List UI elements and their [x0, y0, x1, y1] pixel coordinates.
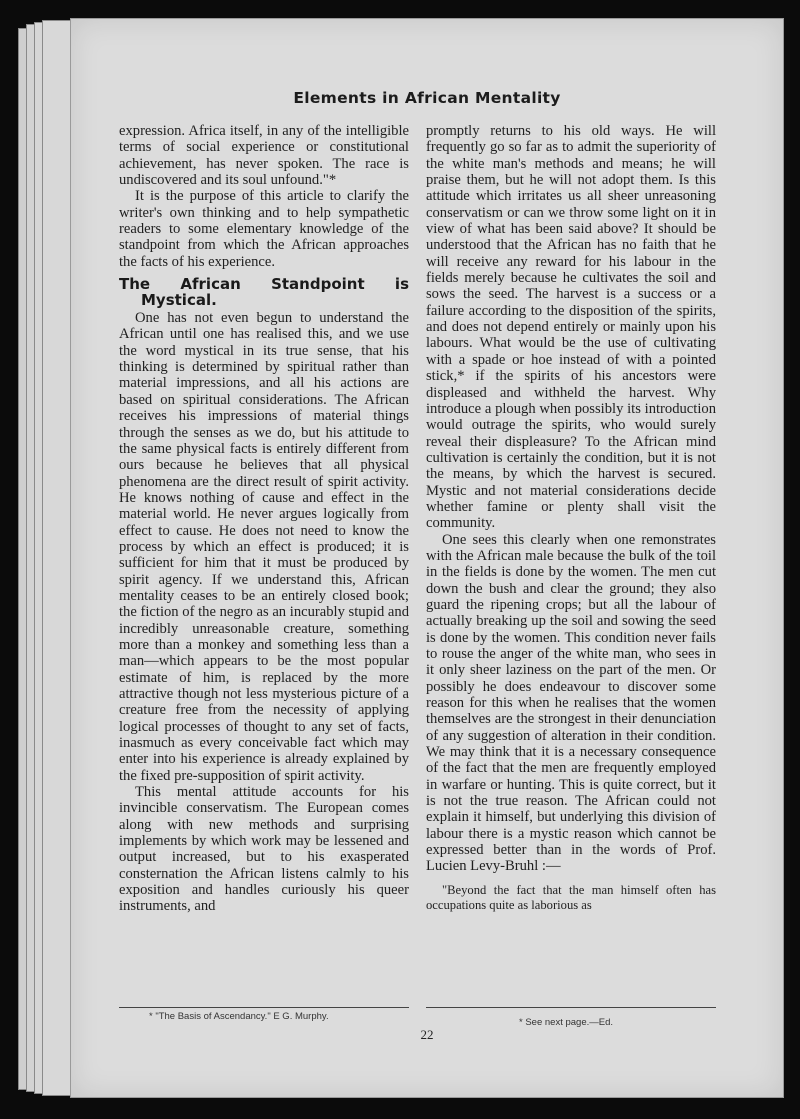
page-number: 22 — [420, 1027, 434, 1042]
page-title: Elements in African Mentality — [293, 89, 561, 107]
paragraph: It is the purpose of this article to clarify the writer's own thinking and to help sympathetic readers to some elementary knowledge of the standpoint from which the African approaches the facts of his experience. — [119, 188, 409, 270]
section-heading: The African Standpoint is Mystical. — [119, 275, 409, 310]
paragraph: promptly returns to his old ways. He will frequently go so far as to admit the superiority of the white man's methods and means; he will praise them, but he will not adopt them. Is this attitude which irritates us all sheer unreasoning conservatism or can we throw some light on it in view of what has been said above? It should be understood that the African has no faith that he will receive any reward for his labour in the fields merely because he cultivates the soil and sows the seed. The harvest is a success or a failure according to the disposition of the spirits, and does not depend entirely or mainly upon his labours. What would be the use of cultivating with a spade or hoe instead of with a pointed stick,* if the spirits of his ancestors were displeased and withheld the harvest. Why introduce a plough when possibly its introduction would outrage the spirits, who would surely reveal their displeasure? To the African mind cultivation is certainly the condition, but it is not the means, by which the harvest is secured. Mystic and not material considerations decide whether famine or plenty shall visit the community. — [426, 123, 716, 532]
left-column — [119, 123, 409, 915]
footnote-left: * "The Basis of Ascendancy." E G. Murphy. — [149, 1011, 329, 1022]
paragraph: One sees this clearly when one remonstrates with the African male because the bulk of the toil in the fields is done by the women. The men cut down the bush and clear the ground; they also guard the ripening crops; but all the labour of actually breaking up the soil and sowing the seed is done by the women. This condition never fails to rouse the anger of the white man, who sees in it only sheer laziness on the part of the men. Or possibly he does endeavour to discover some reason for this when he realises that the women themselves are the strongest in their denunciation of any suggestion of alteration in their condition. We may think that it is a necessary consequence of the fact that the men are frequently employed in warfare or hunting. This is quite correct, but it is not the true reason. The African could not explain it himself, but underlying this division of labour there is a mystic reason which cannot be expressed better than in the words of Prof. Lucien Levy-Bruhl :— — [426, 531, 716, 875]
paragraph: One has not even begun to understand the African until one has realised this, and we use the word mystical in its true sense, that his thinking is determined by spiritual rather than material impressions, and all his actions are based on spiritual considerations. The African receives his impressions of material things through the senses as we do, but his attitude to the same physical facts is entirely different from ours because he believes that all physical phenomena are the direct result of spirit activity. He knows nothing of cause and effect in the material world. He never argues logically from effect to cause. He does not need to know the process by which an effect is produced; it is sufficient for him that it must be produced by spirit agency. If we understand this, African mentality ceases to be an entirely closed book; the fiction of the negro as an incurably stupid and incredibly unreasonable creature, something more than a monkey and something less than a man—which appears to be the most popular estimate of him, is replaced by the more attractive though not less mysterious picture of a creature free from the necessity of applying logical processes of thought to any set of facts, inasmuch as every conceivable fact which may enter into his experience is already explained by the fixed pre-supposition of spirit activity. — [119, 310, 409, 784]
footnote-rule-left — [119, 1007, 409, 1008]
footnote-rule-right — [426, 1007, 716, 1008]
document-page — [70, 18, 784, 1098]
paragraph: expression. Africa itself, in any of the intelligible terms of social experience or constitutional achievement, has never spoken. The race is undiscovered and its soul unfound."* — [119, 123, 409, 189]
paragraph: This mental attitude accounts for his invincible conservatism. The European comes along with new methods and surprising implements by which work may be lessened and output increased, but to his exasperated consternation the African listens calmly to his exposition and handles curiously his queer instruments, and — [119, 784, 409, 915]
right-column — [426, 123, 716, 914]
block-quote: "Beyond the fact that the man himself often has occupations quite as laborious as — [426, 882, 716, 913]
footnote-right: * See next page.—Ed. — [519, 1017, 614, 1028]
